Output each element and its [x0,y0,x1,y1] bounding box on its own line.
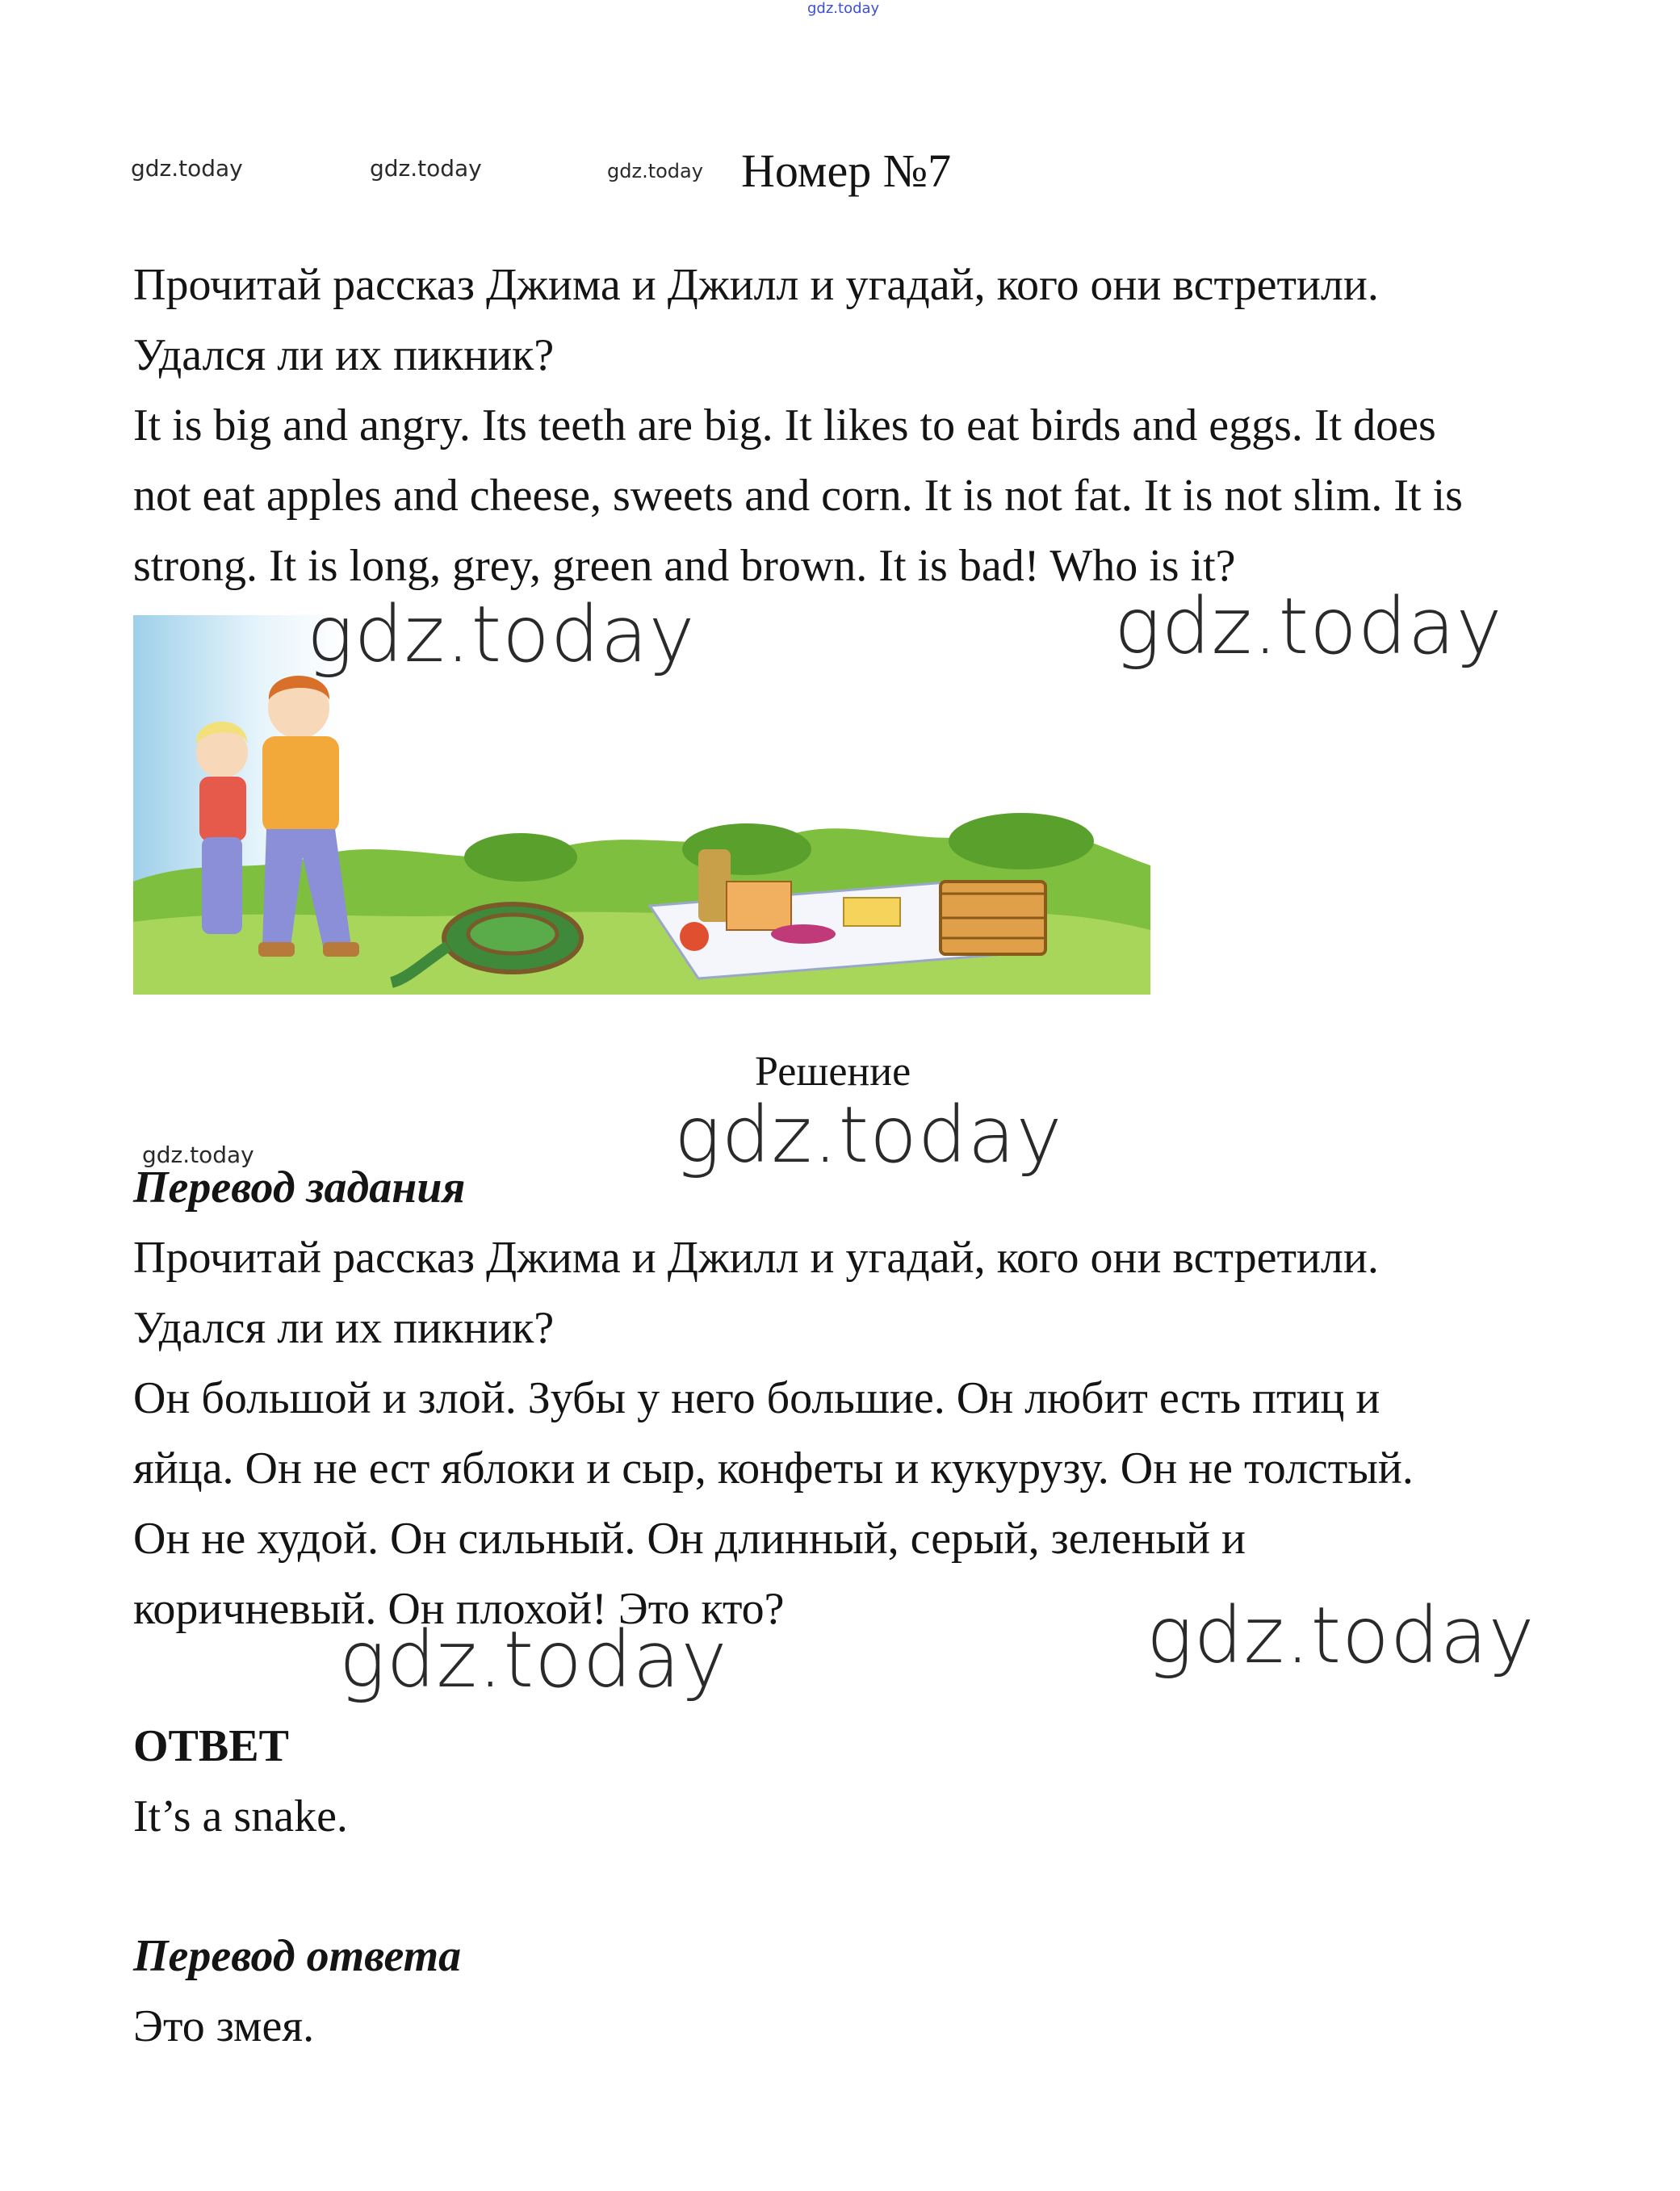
apple [680,922,709,951]
bush [949,813,1094,869]
watermark-header-1: gdz.today [131,155,243,182]
watermark-big-2: gdz.today [1114,581,1503,672]
watermark-big-1: gdz.today [307,589,696,680]
translation-line-6: коричневый. Он плохой! Это кто? [133,1584,785,1634]
watermark-small-left: gdz.today [142,1142,254,1168]
answer-translation-heading: Перевод ответа [133,1931,462,1981]
watermark-header-2: gdz.today [370,155,482,182]
boy-shoe [258,942,295,957]
translation-line-5: Он не худой. Он сильный. Он длинный, серый, зеленый и [133,1514,1246,1564]
answer-translation-text: Это змея. [133,2001,315,2051]
answer-heading: ОТВЕТ [133,1721,289,1771]
watermark-big-3: gdz.today [674,1090,1063,1180]
answer-text: It’s a snake. [133,1791,348,1841]
translation-line-2: Удался ли их пикник? [133,1303,555,1353]
candy [771,924,836,944]
task-text [133,250,1586,601]
watermark-top: gdz.today [807,0,880,17]
juice-box [727,882,791,930]
task-line-2: Удался ли их пикник? [133,330,555,380]
solution-label: Решение [755,1049,911,1095]
snake-coil [468,915,557,953]
translation-block [133,1153,1586,1644]
girl-shirt [199,777,246,841]
task-en-line-1: It is big and angry. Its teeth are big. It likes to eat birds and eggs. It does [133,400,1436,450]
girl-pants [202,837,242,934]
task-line-1: Прочитай рассказ Джима и Джилл и угадай, кого они встретили. [133,260,1379,310]
boy-shoe [323,942,359,957]
bush [464,833,577,882]
cheese [844,898,900,926]
translation-line-1: Прочитай рассказ Джима и Джилл и угадай, кого они встретили. [133,1233,1379,1283]
boy-shirt [262,736,339,833]
task-en-line-3: strong. It is long, grey, green and brown. It is bad! Who is it? [133,541,1236,591]
watermark-big-5: gdz.today [339,1615,728,1705]
answer-translation-block [133,1921,1586,2062]
watermark-big-4: gdz.today [1146,1590,1535,1681]
watermark-header-3: gdz.today [607,160,703,182]
page-title: Номер №7 [741,145,952,197]
translation-line-3: Он большой и злой. Зубы у него большие. Он любит есть птиц и [133,1373,1380,1423]
translation-line-4: яйца. Он не ест яблоки и сыр, конфеты и кукурузу. Он не толстый. [133,1443,1414,1493]
translation-heading: Перевод задания [133,1163,466,1213]
answer-block [133,1711,1586,1852]
task-en-line-2: not eat apples and cheese, sweets and corn. It is not fat. It is not slim. It is [133,471,1463,521]
